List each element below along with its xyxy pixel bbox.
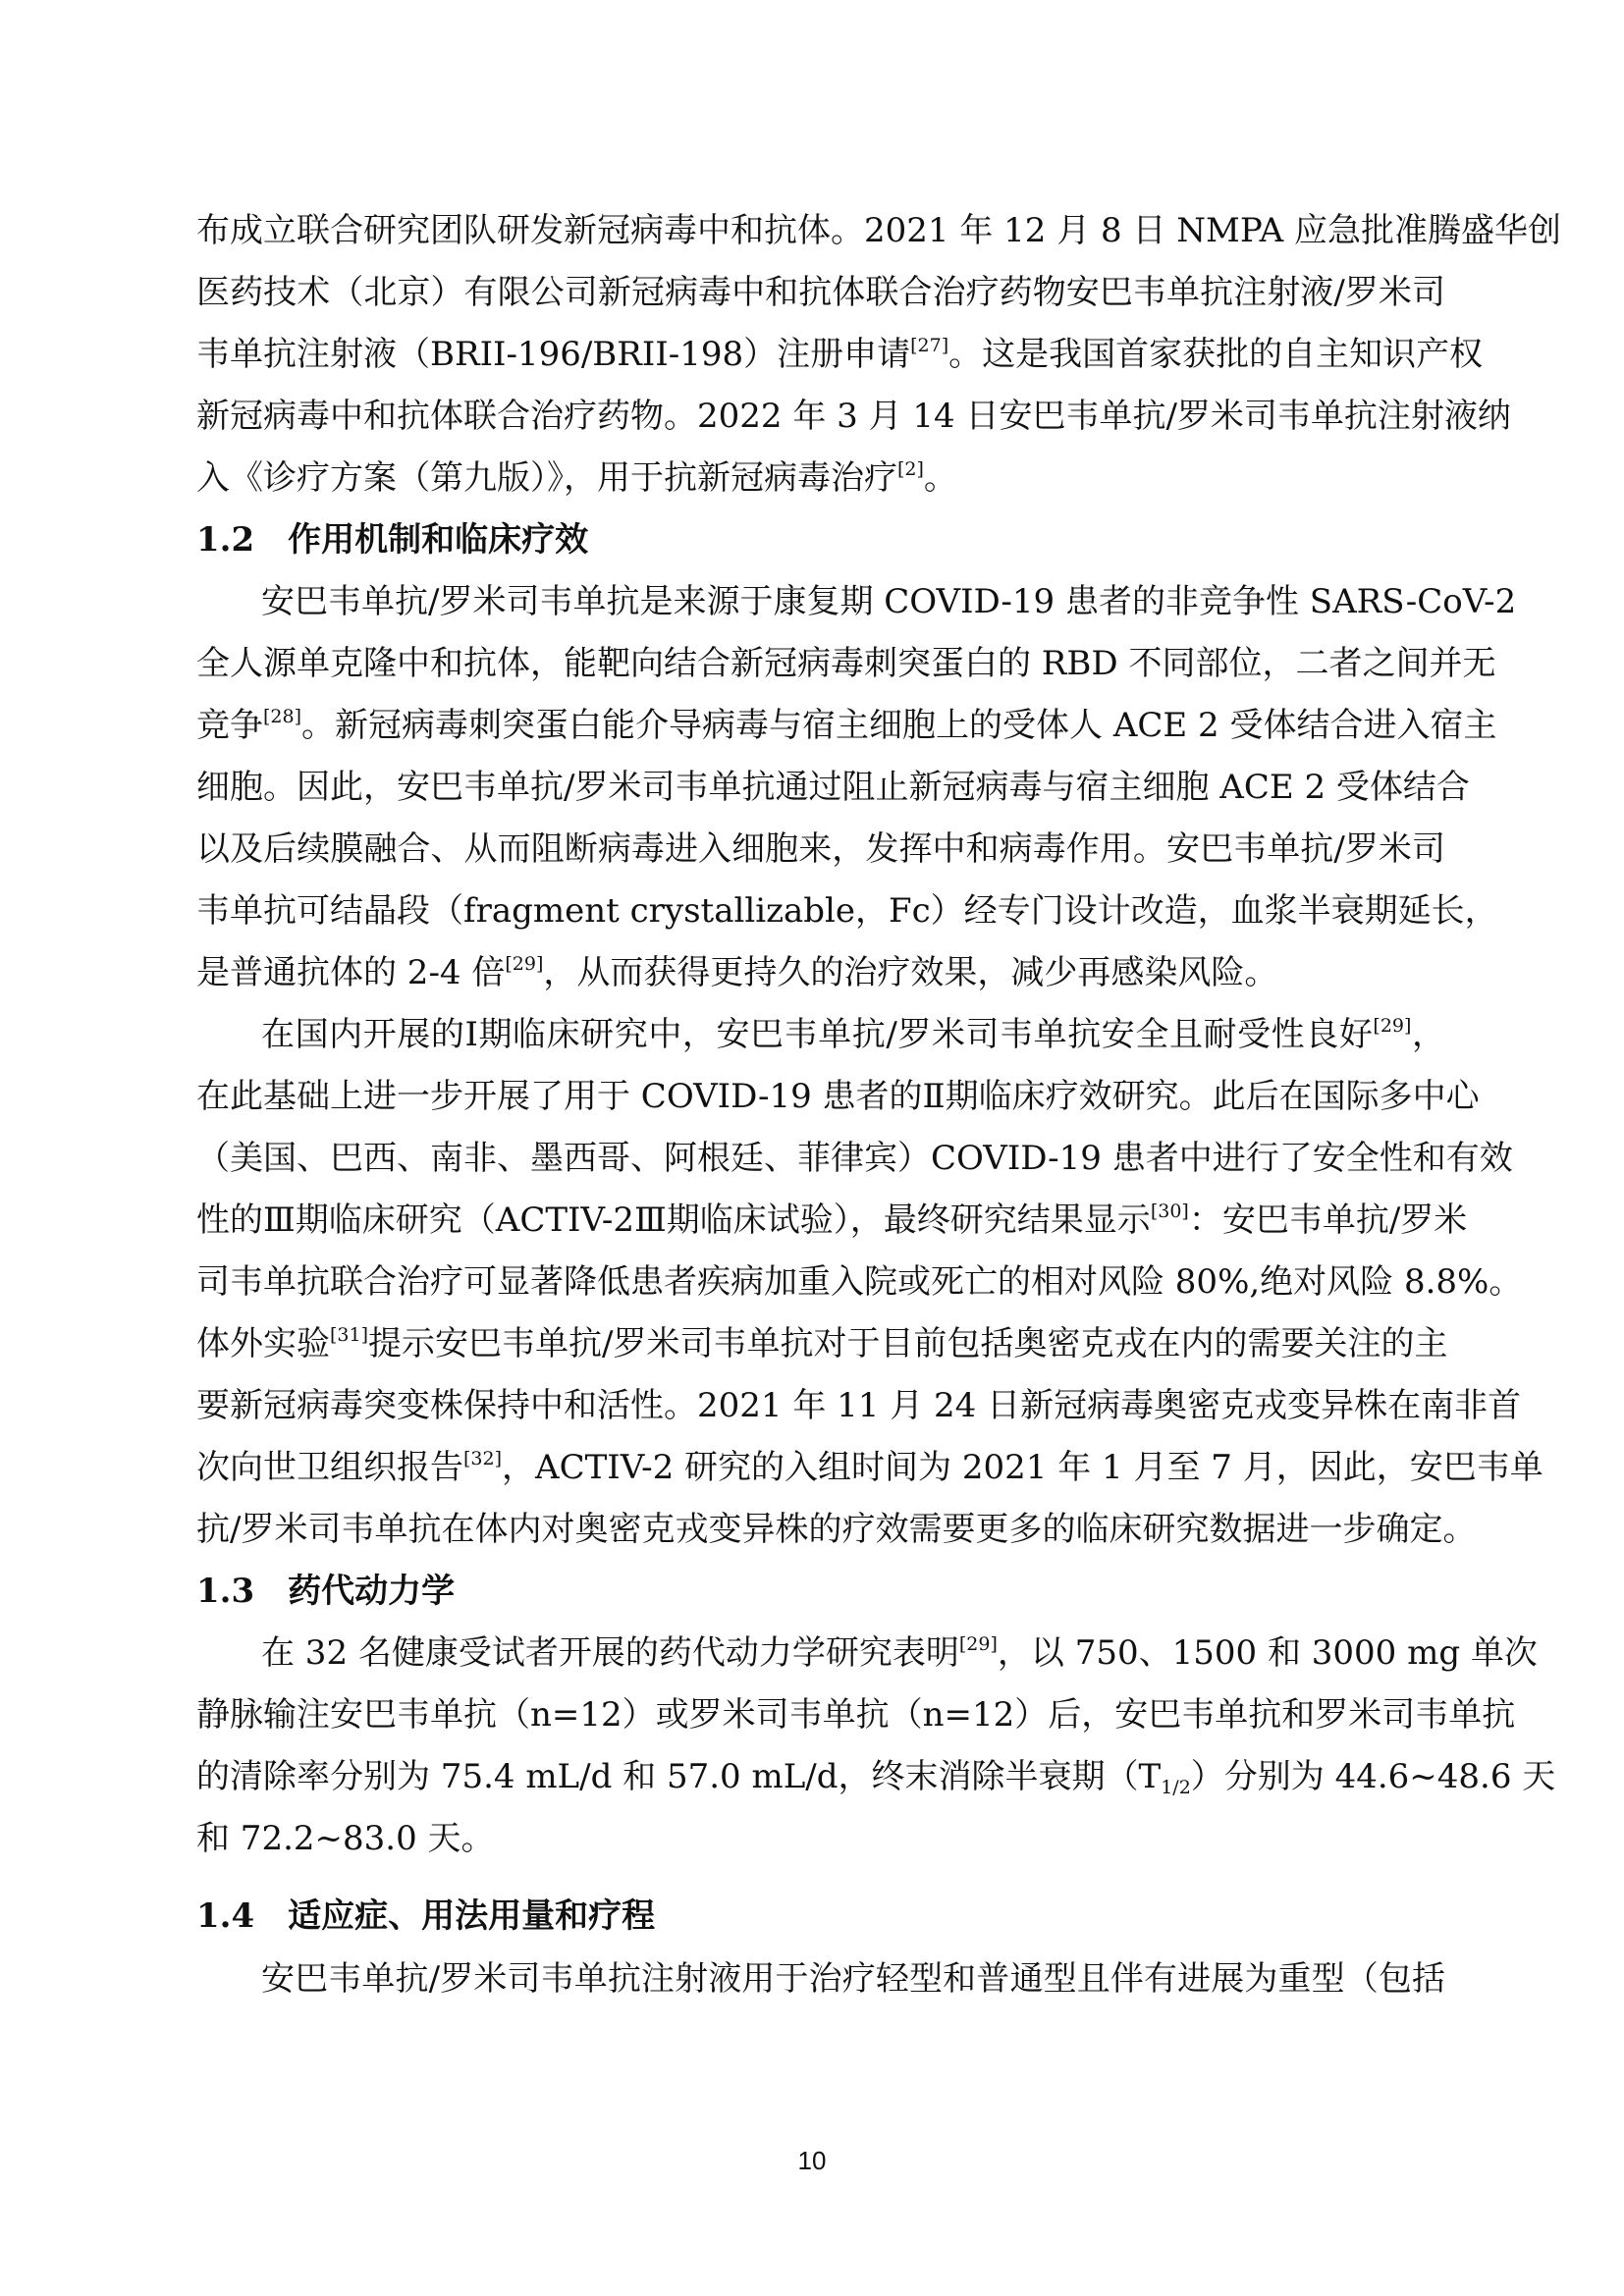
text-run: ，从而获得更持久的治疗效果，减少再感染风险。 xyxy=(543,953,1278,992)
paragraph-line xyxy=(196,948,1445,997)
text-run: 是普通抗体的 2-4 倍 xyxy=(196,953,506,992)
text-run: 。 xyxy=(923,458,957,498)
paragraph-line xyxy=(261,1010,1445,1059)
text-run: ）分别为 44.6~48.6 天 xyxy=(1190,1757,1556,1796)
text-run: 细胞。因此，安巴韦单抗/罗米司韦单抗通过阻止新冠病毒与宿主细胞 ACE 2 受体结合 xyxy=(196,768,1470,807)
text-run: 提示安巴韦单抗/罗米司韦单抗对于目前包括奥密克戎在内的需要关注的主 xyxy=(368,1324,1448,1363)
paragraph-line xyxy=(196,1443,1543,1492)
citation-ref: [31] xyxy=(330,1324,369,1346)
text-run: 的清除率分别为 75.4 mL/d 和 57.0 mL/d，终末消除半衰期（T xyxy=(196,1757,1162,1796)
heading-text: 1.2 作用机制和临床疗效 xyxy=(196,520,589,560)
paragraph-line xyxy=(196,206,1561,255)
paragraph-line xyxy=(196,1072,1480,1121)
paragraph-line xyxy=(196,1319,1448,1368)
text-run: 以及后续膜融合、从而阻断病毒进入细胞来，发挥中和病毒作用。安巴韦单抗/罗米司 xyxy=(196,829,1445,869)
text-run: 次向世卫组织报告 xyxy=(196,1448,463,1487)
paragraph-line xyxy=(196,454,1445,503)
text-run: 。这是我国首家获批的自主知识产权 xyxy=(948,335,1484,374)
paragraph-line xyxy=(261,1629,1538,1678)
citation-ref: [27] xyxy=(910,335,949,356)
paragraph-line xyxy=(196,330,1484,379)
text-run: 要新冠病毒突变株保持中和活性。2021 年 11 月 24 日新冠病毒奥密克戎变异株在南非首 xyxy=(196,1386,1522,1425)
text-run: ， xyxy=(1411,1015,1445,1054)
citation-ref: [28] xyxy=(263,706,302,727)
text-run: ：安巴韦单抗/罗米 xyxy=(1188,1201,1468,1240)
paragraph-line xyxy=(196,268,1445,317)
paragraph-line xyxy=(196,392,1511,441)
citation-ref: [29] xyxy=(505,953,544,975)
text-run: 竞争 xyxy=(196,706,263,745)
text-run: 韦单抗注射液（BRII-196/BRII-198）注册申请 xyxy=(196,335,911,374)
text-run: 全人源单克隆中和抗体，能靶向结合新冠病毒刺突蛋白的 RBD 不同部位，二者之间并无 xyxy=(196,644,1496,683)
text-run: 。新冠病毒刺突蛋白能介导病毒与宿主细胞上的受体人 ACE 2 受体结合进入宿主 xyxy=(301,706,1497,745)
paragraph-line xyxy=(196,1690,1516,1739)
text-run: 在国内开展的Ⅰ期临床研究中，安巴韦单抗/罗米司韦单抗安全且耐受性良好 xyxy=(261,1015,1374,1054)
text-run: 安巴韦单抗/罗米司韦单抗是来源于康复期 COVID-19 患者的非竞争性 SARS-CoV-2 xyxy=(261,582,1517,621)
text-run: ，以 750、1500 和 3000 mg 单次 xyxy=(997,1633,1538,1673)
text-run: 和 72.2~83.0 天。 xyxy=(196,1819,495,1858)
paragraph-line xyxy=(261,577,1517,626)
paragraph-line xyxy=(196,886,1498,935)
paragraph-line xyxy=(196,1752,1556,1801)
text-run: 司韦单抗联合治疗可显著降低患者疾病加重入院或死亡的相对风险 80%,绝对风险 8.8%。 xyxy=(196,1262,1523,1302)
text-run: 韦单抗可结晶段（fragment crystallizable，Fc）经专门设计改造，血浆半衰期延长， xyxy=(196,891,1498,931)
text-run: 医药技术（北京）有限公司新冠病毒中和抗体联合治疗药物安巴韦单抗注射液/罗米司 xyxy=(196,273,1445,312)
text-run: 静脉输注安巴韦单抗（n=12）或罗米司韦单抗（n=12）后，安巴韦单抗和罗米司韦单抗 xyxy=(196,1695,1516,1735)
text-run: 性的Ⅲ期临床研究（ACTIV-2Ⅲ期临床试验），最终研究结果显示 xyxy=(196,1201,1151,1240)
text-run: ，ACTIV-2 研究的入组时间为 2021 年 1 月至 7 月，因此，安巴韦单 xyxy=(502,1448,1543,1487)
page-number: 10 xyxy=(797,2146,827,2175)
paragraph-line xyxy=(196,1814,1445,1863)
paragraph-line xyxy=(196,1196,1468,1245)
section-heading xyxy=(196,515,1445,564)
citation-ref: [32] xyxy=(463,1448,503,1469)
paragraph-line xyxy=(196,763,1470,812)
text-run: 新冠病毒中和抗体联合治疗药物。2022 年 3 月 14 日安巴韦单抗/罗米司韦单抗注射液纳 xyxy=(196,397,1511,436)
text-run: 体外实验 xyxy=(196,1324,330,1363)
paragraph-line xyxy=(196,701,1497,750)
paragraph-line xyxy=(196,1257,1523,1307)
subscript: 1/2 xyxy=(1161,1777,1191,1798)
paragraph-line xyxy=(196,1134,1513,1183)
paragraph-line xyxy=(261,1954,1445,2003)
heading-text: 1.4 适应症、用法用量和疗程 xyxy=(196,1896,656,1936)
paragraph-line xyxy=(196,825,1445,874)
text-run: 抗/罗米司韦单抗在体内对奥密克戎变异株的疗效需要更多的临床研究数据进一步确定。 xyxy=(196,1510,1477,1549)
text-run: 入《诊疗方案（第九版）》，用于抗新冠病毒治疗 xyxy=(196,458,897,498)
text-run: 在此基础上进一步开展了用于 COVID-19 患者的Ⅱ期临床疗效研究。此后在国际多中心 xyxy=(196,1077,1480,1116)
section-heading xyxy=(196,1567,1445,1616)
text-run: 布成立联合研究团队研发新冠病毒中和抗体。2021 年 12 月 8 日 NMPA 应急批准腾盛华创 xyxy=(196,211,1561,250)
paragraph-line xyxy=(196,1381,1522,1430)
text-run: 安巴韦单抗/罗米司韦单抗注射液用于治疗轻型和普通型且伴有进展为重型（包括 xyxy=(261,1959,1445,1999)
citation-ref: [29] xyxy=(1373,1015,1412,1037)
citation-ref: [29] xyxy=(958,1633,998,1655)
section-heading xyxy=(196,1892,1445,1941)
paragraph-line xyxy=(196,639,1496,688)
heading-text: 1.3 药代动力学 xyxy=(196,1572,456,1611)
text-run: （美国、巴西、南非、墨西哥、阿根廷、菲律宾）COVID-19 患者中进行了安全性和有效 xyxy=(196,1139,1513,1178)
paragraph-line xyxy=(196,1505,1477,1554)
citation-ref: [2] xyxy=(897,458,924,480)
citation-ref: [30] xyxy=(1150,1201,1189,1222)
text-run: 在 32 名健康受试者开展的药代动力学研究表明 xyxy=(261,1633,959,1673)
